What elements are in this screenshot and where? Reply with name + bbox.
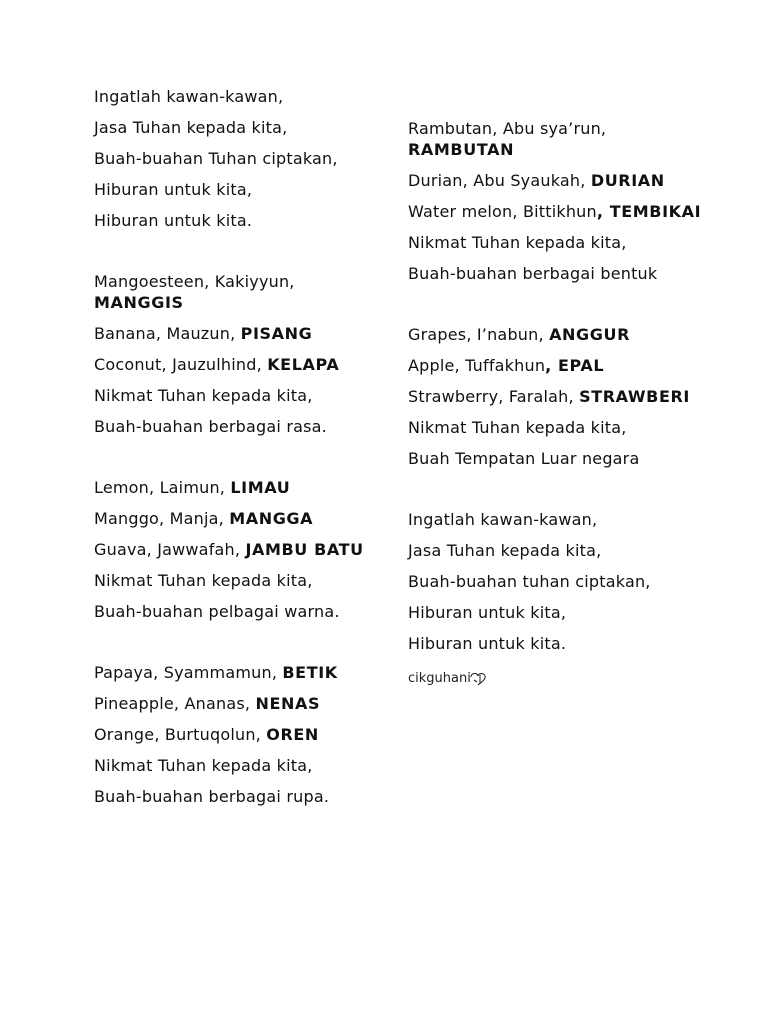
malay-fruit-name: , TEMBIKAI xyxy=(596,202,702,221)
lyric-line: Buah Tempatan Luar negara xyxy=(408,449,640,468)
malay-fruit-name: PISANG xyxy=(240,324,313,343)
lyric-line: Nikmat Tuhan kepada kita, xyxy=(94,571,313,590)
lyric-line: Strawberry, Faralah, STRAWBERI xyxy=(408,387,690,406)
author-credit xyxy=(408,668,708,689)
lyric-line: Lemon, Laimun, LIMAU xyxy=(94,478,291,497)
malay-fruit-name: BETIK xyxy=(282,663,338,682)
fruit-stanza-2 xyxy=(94,477,366,622)
malay-fruit-name: RAMBUTAN xyxy=(408,140,515,159)
fruit-stanza-4 xyxy=(408,118,708,284)
left-column xyxy=(94,86,366,817)
malay-fruit-name: DURIAN xyxy=(590,171,665,190)
malay-fruit-name: ANGGUR xyxy=(549,325,631,344)
malay-fruit-name: KELAPA xyxy=(267,355,340,374)
lyric-line: Nikmat Tuhan kepada kita, xyxy=(408,233,627,252)
lyric-line: Orange, Burtuqolun, OREN xyxy=(94,725,319,744)
malay-fruit-name: JAMBU BATU xyxy=(245,540,364,559)
lyric-line: Nikmat Tuhan kepada kita, xyxy=(408,418,627,437)
malay-fruit-name: , EPAL xyxy=(545,356,605,375)
lyric-line: Buah-buahan Tuhan ciptakan, xyxy=(94,149,338,168)
lyric-line: Water melon, Bittikhun, TEMBIKAI xyxy=(408,202,702,221)
lyric-line: Buah-buahan berbagai rupa. xyxy=(94,787,330,806)
lyric-line: Nikmat Tuhan kepada kita, xyxy=(94,386,313,405)
malay-fruit-name: LIMAU xyxy=(230,478,291,497)
right-column xyxy=(408,118,708,689)
lyric-line: Jasa Tuhan kepada kita, xyxy=(94,118,288,137)
malay-fruit-name: OREN xyxy=(266,725,319,744)
lyric-line: Durian, Abu Syaukah, DURIAN xyxy=(408,171,665,190)
malay-fruit-name: MANGGA xyxy=(229,509,314,528)
lyric-line: Rambutan, Abu sya’run, RAMBUTAN xyxy=(408,119,607,159)
outro-stanza xyxy=(408,509,708,654)
fruit-stanza-3 xyxy=(94,662,366,807)
credit-text: cikguhani xyxy=(408,671,471,686)
lyric-line: Buah-buahan tuhan ciptakan, xyxy=(408,572,651,591)
lyric-line: Hiburan untuk kita, xyxy=(408,603,567,622)
lyric-line: Manggo, Manja, MANGGA xyxy=(94,509,314,528)
malay-fruit-name: STRAWBERI xyxy=(579,387,690,406)
lyric-line: Grapes, I’nabun, ANGGUR xyxy=(408,325,631,344)
lyric-line: Pineapple, Ananas, NENAS xyxy=(94,694,321,713)
lyric-line: Buah-buahan pelbagai warna. xyxy=(94,602,340,621)
lyric-line: Ingatlah kawan-kawan, xyxy=(94,87,284,106)
lyric-line: Guava, Jawwafah, JAMBU BATU xyxy=(94,540,364,559)
malay-fruit-name: NENAS xyxy=(255,694,321,713)
lyric-line: Jasa Tuhan kepada kita, xyxy=(408,541,602,560)
lyric-line: Banana, Mauzun, PISANG xyxy=(94,324,313,343)
lyric-line: Apple, Tuffakhun, EPAL xyxy=(408,356,605,375)
lyric-line: Hiburan untuk kita. xyxy=(94,211,253,230)
lyric-line: Ingatlah kawan-kawan, xyxy=(408,510,598,529)
heart-doodle-icon xyxy=(468,671,488,687)
fruit-stanza-1 xyxy=(94,271,366,437)
intro-stanza xyxy=(94,86,366,231)
lyric-line: Hiburan untuk kita. xyxy=(408,634,567,653)
lyric-line: Coconut, Jauzulhind, KELAPA xyxy=(94,355,340,374)
fruit-stanza-5 xyxy=(408,324,708,469)
malay-fruit-name: MANGGIS xyxy=(94,293,184,312)
lyric-line: Buah-buahan berbagai rasa. xyxy=(94,417,327,436)
lyric-line: Mangoesteen, Kakiyyun, MANGGIS xyxy=(94,272,295,312)
lyric-line: Hiburan untuk kita, xyxy=(94,180,253,199)
lyric-line: Buah-buahan berbagai bentuk xyxy=(408,264,658,283)
lyric-line: Nikmat Tuhan kepada kita, xyxy=(94,756,313,775)
lyric-line: Papaya, Syammamun, BETIK xyxy=(94,663,338,682)
